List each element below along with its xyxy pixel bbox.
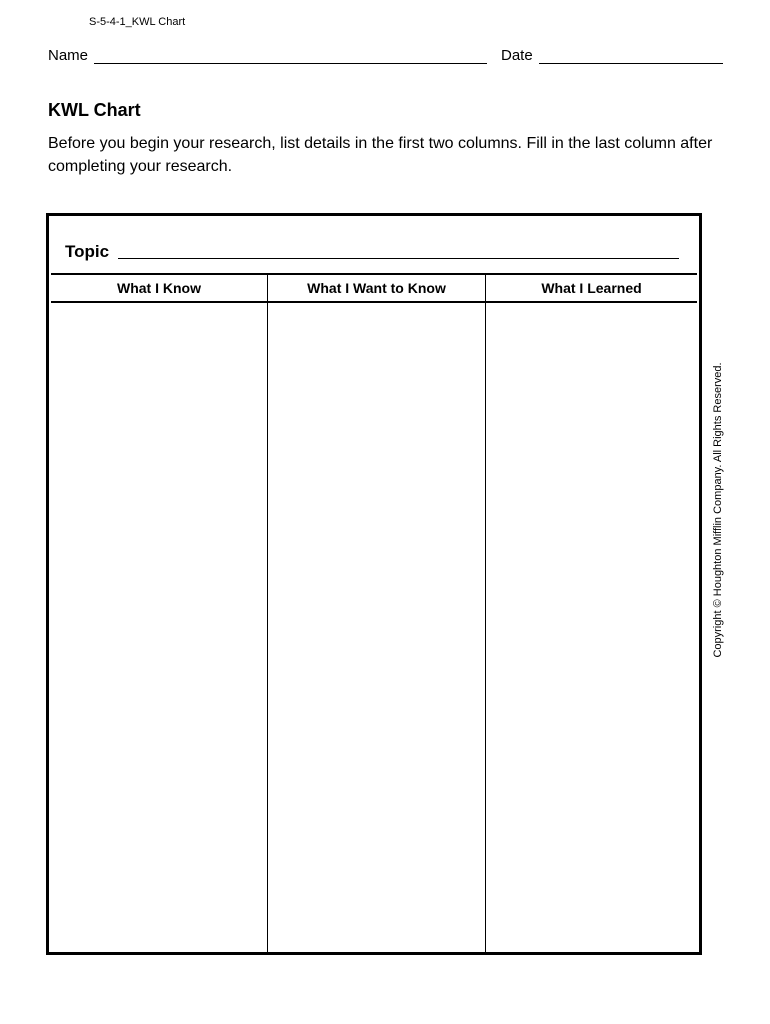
date-label: Date xyxy=(501,47,533,64)
column-header-row xyxy=(51,273,697,303)
date-field xyxy=(501,47,723,64)
page-title: KWL Chart xyxy=(48,100,141,120)
date-blank-line[interactable] xyxy=(539,49,723,64)
want-to-know-column-area[interactable] xyxy=(267,303,485,952)
topic-label: Topic xyxy=(65,242,110,261)
name-label: Name xyxy=(48,47,89,64)
learned-column-area[interactable] xyxy=(485,303,697,952)
kwl-chart-table xyxy=(46,213,702,955)
name-field xyxy=(48,47,487,64)
name-blank-line[interactable] xyxy=(94,49,487,64)
column-header-want-to-know: What I Want to Know xyxy=(267,275,485,301)
know-column-area[interactable] xyxy=(51,303,267,952)
copyright-notice: Copyright © Houghton Mifflin Company. All Rights Reserved. xyxy=(712,362,724,658)
document-id: S-5-4-1_KWL Chart xyxy=(89,16,186,28)
column-header-know: What I Know xyxy=(117,280,201,296)
topic-blank-line[interactable] xyxy=(118,258,679,259)
instructions-text: Before you begin your research, list details in the first two columns. Fill in the last column after completing your research. xyxy=(48,135,713,175)
topic-row xyxy=(49,216,699,272)
column-body-row xyxy=(51,303,697,952)
column-header-learned: What I Learned xyxy=(485,275,697,301)
